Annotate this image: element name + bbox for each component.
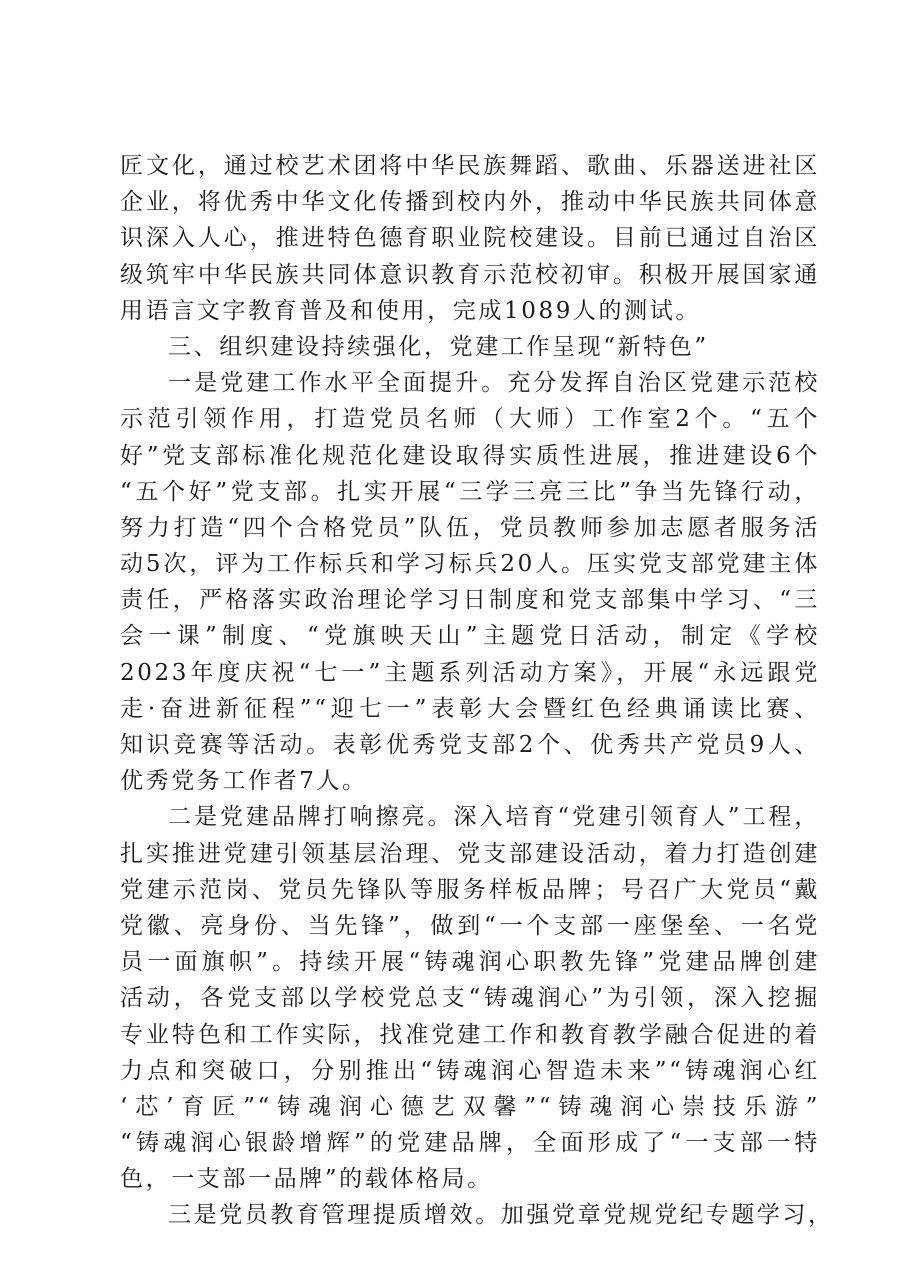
text-line: 走·奋进新征程”“迎七一”表彰大会暨红色经典诵读比赛、 bbox=[120, 695, 820, 722]
document-body bbox=[120, 148, 834, 1234]
text-line: 2023年度庆祝“七一”主题系列活动方案》，开展“永远跟党 bbox=[120, 659, 820, 686]
text-line: “五个好”党支部。扎实开展“三学三亮三比”争当先锋行动， bbox=[120, 478, 820, 505]
text-line: 责任，严格落实政治理论学习日制度和党支部集中学习、“三 bbox=[120, 587, 820, 614]
text-line: 扎实推进党建引领基层治理、党支部建设活动，着力打造创建 bbox=[120, 840, 820, 867]
text-line: 活动，各党支部以学校党总支“铸魂润心”为引领，深入挖掘 bbox=[120, 985, 820, 1012]
text-line: 匠文化，通过校艺术团将中华民族舞蹈、歌曲、乐器送进社区 bbox=[120, 153, 820, 179]
text-line: “铸魂润心银龄增辉”的党建品牌，全面形成了“一支部一特 bbox=[120, 1130, 820, 1157]
text-line: 专业特色和工作实际，找准党建工作和教育教学融合促进的着 bbox=[120, 1021, 820, 1048]
text-line: 动5次，评为工作标兵和学习标兵20人。压实党支部党建主体 bbox=[120, 551, 820, 578]
text-line: 级筑牢中华民族共同体意识教育示范校初审。积极开展国家通 bbox=[120, 261, 820, 288]
text-line: 好”党支部标准化规范化建设取得实质性进展，推进建设6个 bbox=[120, 442, 820, 469]
text-line: 企业，将优秀中华文化传播到校内外，推动中华民族共同体意 bbox=[120, 189, 820, 216]
text-line: 三是党员教育管理提质增效。加强党章党规党纪专题学习， bbox=[168, 1202, 834, 1229]
text-line: 示范引领作用，打造党员名师（大师）工作室2个。“五个 bbox=[120, 406, 820, 433]
text-line: 党徽、亮身份、当先锋”，做到“一个支部一座堡垒、一名党 bbox=[120, 912, 820, 939]
text-line: 力点和突破口，分别推出“铸魂润心智造未来”“铸魂润心红 bbox=[120, 1057, 820, 1084]
text-line: 优秀党务工作者7人。 bbox=[120, 768, 368, 795]
text-line: 努力打造“四个合格党员”队伍，党员教师参加志愿者服务活 bbox=[120, 514, 820, 541]
text-line: 会一课”制度、“党旗映天山”主题党日活动，制定《学校 bbox=[120, 623, 820, 650]
text-line: ‘芯’育匠”“铸魂润心德艺双馨”“铸魂润心崇技乐游” bbox=[120, 1093, 820, 1120]
text-line: 三、组织建设持续强化，党建工作呈现“新特色” bbox=[168, 333, 709, 360]
text-line: 党建示范岗、党员先锋队等服务样板品牌；号召广大党员“戴 bbox=[120, 876, 820, 903]
text-line: 知识竞赛等活动。表彰优秀党支部2个、优秀共产党员9人、 bbox=[120, 732, 820, 758]
text-line: 一是党建工作水平全面提升。充分发挥自治区党建示范校 bbox=[168, 370, 820, 397]
text-line: 二是党建品牌打响擦亮。深入培育“党建引领育人”工程， bbox=[168, 804, 820, 831]
text-line: 识深入人心，推进特色德育职业院校建设。目前已通过自治区 bbox=[120, 225, 820, 252]
text-line: 用语言文字教育普及和使用，完成1089人的测试。 bbox=[120, 297, 701, 324]
text-line: 色，一支部一品牌”的载体格局。 bbox=[120, 1166, 493, 1193]
text-line: 员一面旗帜”。持续开展“铸魂润心职教先锋”党建品牌创建 bbox=[120, 949, 820, 976]
